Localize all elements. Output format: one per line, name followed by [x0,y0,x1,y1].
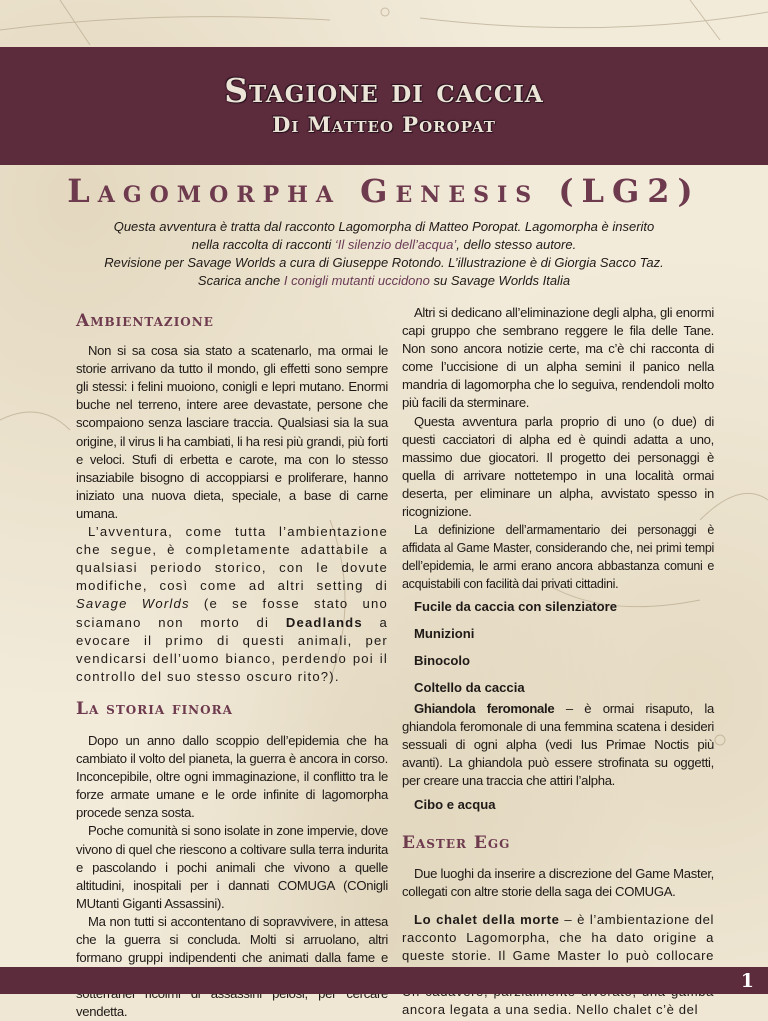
equipment-item: Coltello da caccia [414,679,525,695]
right-column [402,304,714,1019]
header-title: Stagione di caccia [224,71,544,110]
section-heading-ambientazione: Ambientazione [76,311,214,331]
intro-line-1: Questa avventura è tratta dal racconto Lagomorpha di Matteo Poropat. Lagomorpha è inserito [113,219,655,234]
header-banner [0,47,768,165]
left-column [76,304,388,1021]
paragraph [402,911,714,1020]
text: – è ormai risaputo, la ghiandola feromonale di una femmina scatena i desideri sessuali di ogni alpha (vedi Ius Primae Noctis più avanti). La ghiandola può essere strofinata su oggetti, per creare una traccia che attiri l’alpha. [402,700,714,789]
section-heading-storia: La storia finora [76,698,233,719]
intro-block [40,218,728,290]
paragraph: Poche comunità si sono isolate in zone impervie, dove vivono di quel che riescono a coltivare sulla terra indurita e pascolando i pochi animali che vivono a quelle altitudini, inospitali per i dannati COMUGA (COnigli MUtanti Giganti Assassini). [76,823,388,911]
paragraph: Questa avventura parla proprio di uno (o due) di questi cacciatori di alpha ed è quindi adatta a uno, massimo due giocatori. Il progetto dei personaggi è quella di arrivare nottetempo in una località ormai deserta, per eliminare un alpha, avvistato spesso in ricognizione. [402,413,714,520]
bold-text: Deadlands [285,614,363,630]
equipment-item: Binocolo [414,652,471,668]
paragraph: Ma non tutti si accontentano di sopravvivere, in attesa che la guerra si concluda. Molti si arruolano, altri formano gruppi indipendenti che animati dalla fame e vendetta. [76,913,388,1020]
equipment-item: Munizioni [414,625,475,641]
intro-text: , dello stesso autore. [456,237,577,252]
paragraph [76,523,388,686]
intro-text: nella raccolta di racconti [191,237,335,252]
text: – è l’ambientazione del racconto Lagomorpha, che ha dato origine a queste storie. Il Game Master lo può collocare ancora legata a una sedia. Nello chalet c’è del [402,911,714,1018]
footer-bar [0,967,768,994]
equipment-item: Fucile da caccia con silenziatore [414,598,618,614]
book-title-link[interactable]: ‘Il silenzio dell’acqua’ [334,237,457,252]
equipment-item-detail [402,700,714,790]
intro-text: Scarica anche [197,273,284,288]
paragraph: Altri si dedicano all’eliminazione degli alpha, gli enormi capi gruppo che sembrano reggere le fila delle Tane. Non sono ancora notizie certe, ma c’è chi racconta di come l’uccisione di un alpha semini il panico nella mandria di lagomorpha che lo seguiva, rendendoli molto più facili da sterminare. [402,305,714,411]
bold-text: Lo chalet della morte [414,911,560,927]
italic-text: Savage Worlds [76,596,190,612]
header-author: Di Matteo Poropat [272,112,496,137]
download-link[interactable]: I conigli mutanti uccidono [283,273,430,288]
main-title: Lagomorpha Genesis (LG2) [67,172,701,210]
text: L’avventura, come tutta l’ambientazione che segue, è completamente adattabile a qualsiasi periodo storico, con le dovute modifiche, così come ad altri setting di [76,524,388,594]
equipment-item: Cibo e acqua [414,797,496,813]
section-heading-easter-egg: Easter Egg [402,833,511,854]
intro-line-4 [40,272,728,290]
paragraph: Dopo un anno dallo scoppio dell’epidemia che ha cambiato il volto del pianeta, la guerra è ancora in corso. Inconcepibile, oltre ogni immaginazione, il conflitto tra le forze armate umane e le orde infinite di lagomorpha procede senza sosta. [76,732,388,821]
paragraph: Due luoghi da inserire a discrezione del Game Master, collegati con altre storie della saga dei COMUGA. [402,865,714,899]
text: (e se fosse stato uno sciamano non morto di [76,596,389,630]
intro-line-2 [40,236,728,254]
paragraph: La definizione dell’armamentario dei personaggi è affidata al Game Master, considerando che, nei primi tempi dell’epidemia, le armi erano ancora abbastanza comuni e acquistabili con facilità dai privati cittadini. [402,523,714,592]
paragraph: Non si sa cosa sia stato a scatenarlo, ma ormai le storie arrivano da tutto il mondo, gli effetti sono sempre gli stessi: i felini muoiono, conigli e lepri mutano. Enormi buche nel terreno, intere aree devastate, persone che scompaiono senza lasciare traccia. Qualsiasi sia la sua origine, il virus li ha cambiati, li ha resi più grandi, più forti e veloci. Stufi di erbetta e carote, ma con lo stesso insaziabile bisogno di accoppiarsi e proliferare, hanno iniziato una nuova dieta, speciale, a base di carne umana. [76,343,388,521]
intro-text: su Savage Worlds Italia [429,273,571,288]
intro-line-3: Revisione per Savage Worlds a cura di Giuseppe Rotondo. L’illustrazione è di Giorgia Sacco Taz. [104,255,664,270]
text: a evocare il primo di questi animali, per vendicarsi dell’uomo bianco, perdendo poi il controllo del suo stesso oscuro rito?). [76,614,388,684]
bold-text: Ghiandola feromonale [414,700,555,716]
page-number: 1 [740,970,754,992]
